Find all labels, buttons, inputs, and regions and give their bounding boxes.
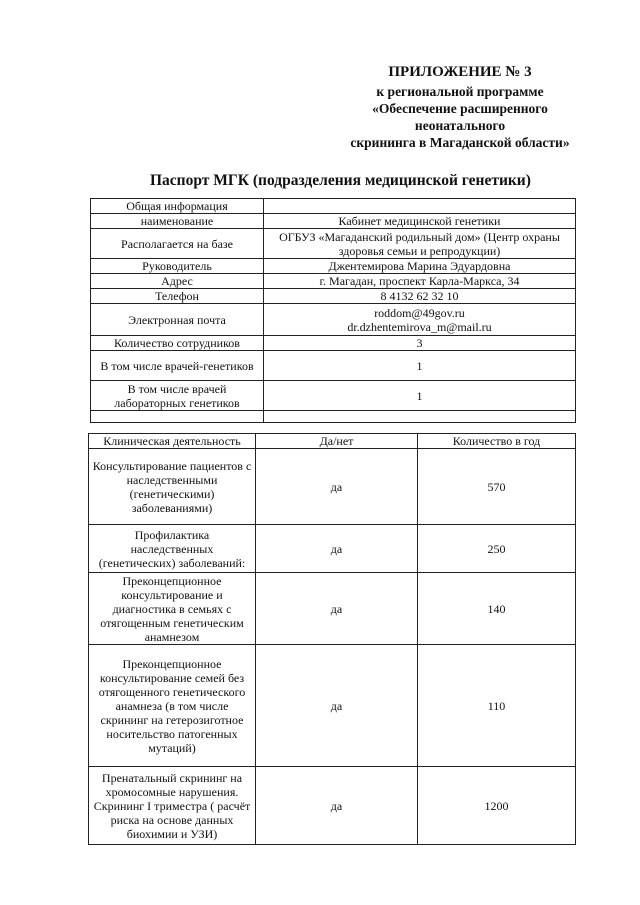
activity-yes-no: да [256, 573, 418, 645]
email-1: roddom@49gov.ru [374, 305, 465, 320]
page-title: Паспорт МГК (подразделения медицинской генетики) [150, 172, 531, 189]
row-label: Располагается на базе [91, 229, 264, 259]
email-2: dr.dzhentemirova_m@mail.ru [347, 319, 492, 334]
activity-yes-no: да [256, 449, 418, 525]
activity-count: 1200 [418, 767, 576, 845]
row-label: Количество сотрудников [91, 336, 264, 351]
activity-name: Преконцепционное консультирование и диагностика в семьях с отягощенным генетическим анамнезом [89, 573, 256, 645]
activity-yes-no: да [256, 525, 418, 573]
empty-cell [264, 199, 576, 214]
activity-name: Консультирование пациентов с наследственными (генетическими) заболеваниями) [89, 449, 256, 525]
empty-cell [264, 411, 576, 423]
activity-name: Пренатальный скрининг на хромосомные нарушения. Скрининг I триместра ( расчёт риска на основе данных биохимии и УЗИ) [89, 767, 256, 845]
row-label: Телефон [91, 289, 264, 304]
header-line-2: «Обеспечение расширенного [372, 101, 548, 116]
row-label: В том числе врачей лабораторных генетиков [91, 381, 264, 411]
column-header: Да/нет [256, 434, 418, 449]
row-label: Адрес [91, 274, 264, 289]
row-value: г. Магадан, проспект Карла-Маркса, 34 [264, 274, 576, 289]
activity-count: 570 [418, 449, 576, 525]
appendix-header [300, 64, 620, 151]
row-value: Кабинет медицинской генетики [264, 214, 576, 229]
row-label: Руководитель [91, 259, 264, 274]
clinical-activity-table [88, 433, 576, 845]
activity-yes-no: да [256, 767, 418, 845]
row-label: В том числе врачей-генетиков [91, 351, 264, 381]
column-header: Количество в год [418, 434, 576, 449]
activity-count: 110 [418, 645, 576, 767]
row-value: 3 [264, 336, 576, 351]
row-value: Джентемирова Марина Эдуардовна [264, 259, 576, 274]
header-line-3: неонатального [414, 118, 506, 133]
activity-count: 250 [418, 525, 576, 573]
activity-count: 140 [418, 573, 576, 645]
empty-cell [91, 411, 264, 423]
row-value: 1 [264, 351, 576, 381]
email-values [264, 304, 576, 336]
header-line-1: к региональной программе [376, 84, 544, 99]
column-header: Клиническая деятельность [89, 434, 256, 449]
row-value: 8 4132 62 32 10 [264, 289, 576, 304]
row-value: 1 [264, 381, 576, 411]
row-value: ОГБУЗ «Магаданский родильный дом» (Центр охраны здоровья семьи и репродукции) [264, 229, 576, 259]
activity-name: Преконцепционное консультирование семей без отягощенного генетического анамнеза (в том числе скрининг на гетерозиготное носительство патогенных мутаций) [89, 645, 256, 767]
row-label: наименование [91, 214, 264, 229]
section-header: Общая информация [91, 199, 264, 214]
general-info-table [90, 198, 576, 423]
header-line-4: скрининга в Магаданской области» [350, 135, 570, 150]
activity-name: Профилактика наследственных (генетических) заболеваний: [89, 525, 256, 573]
appendix-number: ПРИЛОЖЕНИЕ № 3 [388, 64, 532, 80]
row-label: Электронная почта [91, 304, 264, 336]
activity-yes-no: да [256, 645, 418, 767]
